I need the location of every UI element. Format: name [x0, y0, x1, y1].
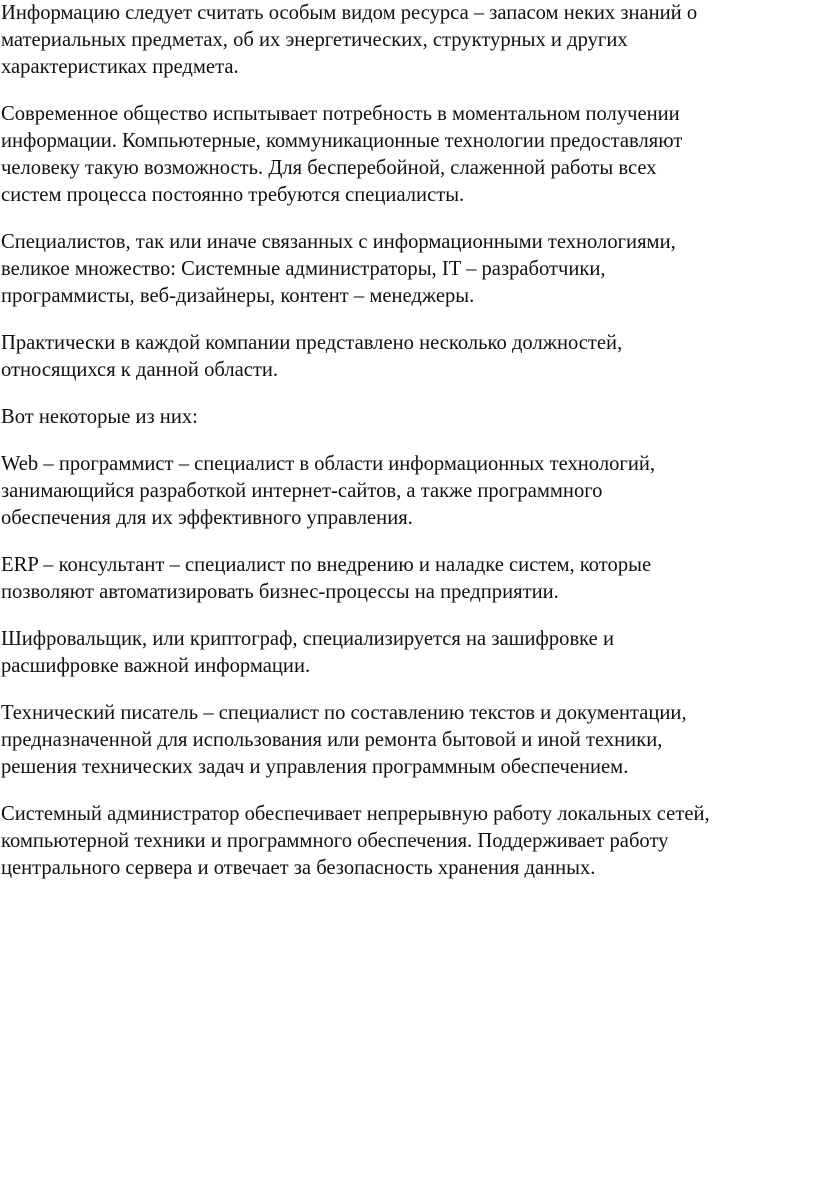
paragraph-information-resource — [1, 0, 809, 81]
document-body — [1, 0, 809, 882]
paragraph-line: решения технических задач и управления программным обеспечением. — [1, 756, 629, 778]
paragraph-line: характеристиках предмета. — [1, 56, 239, 78]
paragraph-erp-consultant — [1, 552, 809, 606]
paragraph-line: Информацию следует считать особым видом ресурса – запасом неких знаний о — [1, 2, 698, 24]
paragraph-line: великое множество: Системные администраторы, IT – разработчики, — [1, 258, 606, 280]
paragraph-company-positions — [1, 330, 809, 384]
paragraph-line: программисты, веб-дизайнеры, контент – менеджеры. — [1, 285, 475, 307]
paragraph-some-of-them — [1, 404, 809, 431]
paragraph-line: Технический писатель – специалист по составлению текстов и документации, — [1, 702, 687, 724]
paragraph-line: Шифровальщик, или криптограф, специализируется на зашифровке и — [1, 628, 614, 650]
paragraph-web-programmer — [1, 451, 809, 532]
paragraph-line: систем процесса постоянно требуются специалисты. — [1, 184, 465, 206]
paragraph-line: предназначенной для использования или ремонта бытовой и иной техники, — [1, 729, 663, 751]
paragraph-it-specialists — [1, 229, 809, 310]
paragraph-line: человеку такую возможность. Для бесперебойной, слаженной работы всех — [1, 157, 657, 179]
paragraph-line: материальных предметах, об их энергетических, структурных и других — [1, 29, 628, 51]
paragraph-line: центрального сервера и отвечает за безопасность хранения данных. — [1, 857, 596, 879]
paragraph-line: Современное общество испытывает потребность в моментальном получении — [1, 103, 680, 125]
paragraph-line: Специалистов, так или иначе связанных с информационными технологиями, — [1, 231, 676, 253]
paragraph-line: расшифровке важной информации. — [1, 655, 311, 677]
paragraph-line: позволяют автоматизировать бизнес-процессы на предприятии. — [1, 581, 559, 603]
paragraph-line: обеспечения для их эффективного управления. — [1, 507, 413, 529]
paragraph-line: относящихся к данной области. — [1, 359, 279, 381]
paragraph-line: Системный администратор обеспечивает непрерывную работу локальных сетей, — [1, 803, 710, 825]
paragraph-line: Вот некоторые из них: — [1, 406, 198, 428]
paragraph-technical-writer — [1, 700, 809, 781]
paragraph-line: занимающийся разработкой интернет-сайтов, а также программного — [1, 480, 603, 502]
paragraph-line: Практически в каждой компании представлено несколько должностей, — [1, 332, 623, 354]
paragraph-line: Web – программист – специалист в области информационных технологий, — [1, 453, 656, 475]
paragraph-line: информации. Компьютерные, коммуникационные технологии предоставляют — [1, 130, 683, 152]
paragraph-line: компьютерной техники и программного обеспечения. Поддерживает работу — [1, 830, 669, 852]
paragraph-system-administrator — [1, 801, 809, 882]
paragraph-line: ERP – консультант – специалист по внедрению и наладке систем, которые — [1, 554, 652, 576]
paragraph-cryptographer — [1, 626, 809, 680]
paragraph-modern-society — [1, 101, 809, 209]
